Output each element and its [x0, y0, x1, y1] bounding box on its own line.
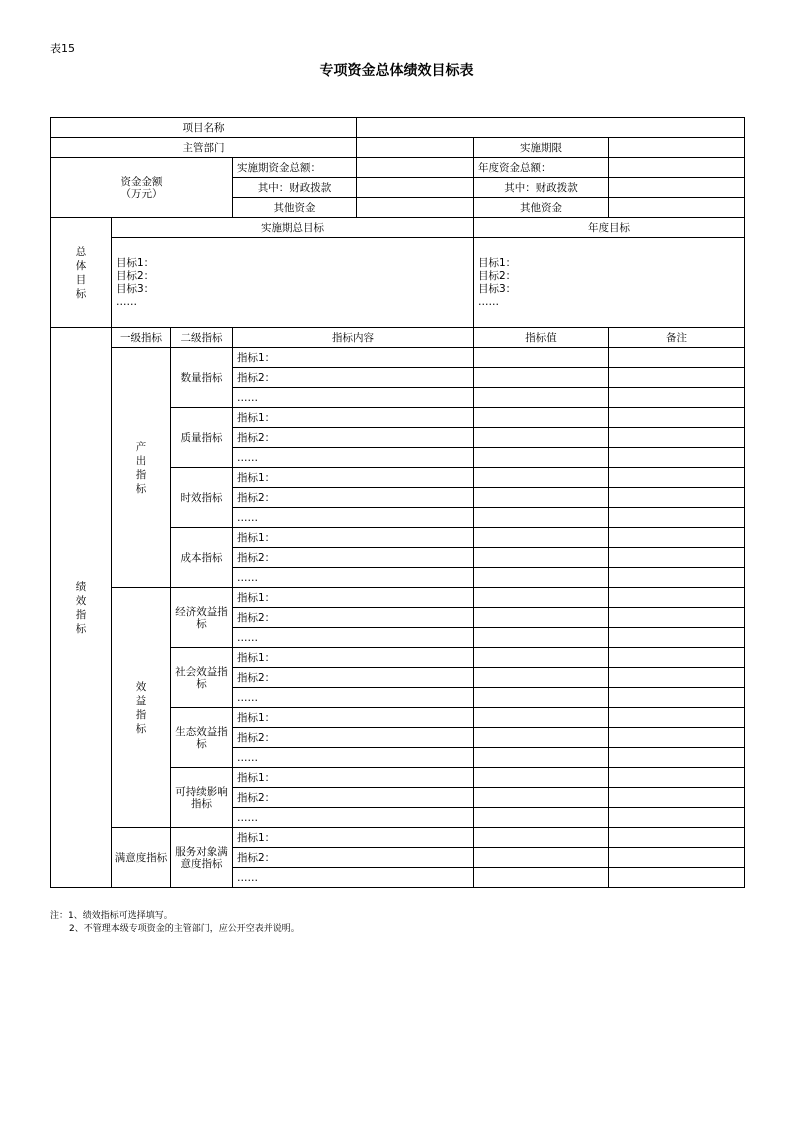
col-content: 指标内容: [233, 328, 474, 348]
indicator-item[interactable]: 指标2：: [233, 368, 474, 388]
table-number: 表15: [50, 42, 75, 55]
other-label-year: 其他资金: [474, 198, 609, 218]
year-goal-title: 年度目标: [474, 218, 745, 238]
funds-label: 资金金额 （万元）: [51, 158, 233, 218]
project-name-label: 项目名称: [51, 118, 357, 138]
note-cell[interactable]: [609, 748, 745, 768]
perf-indicator-label: 绩效指标: [51, 328, 112, 888]
indicator-item[interactable]: ……: [233, 868, 474, 888]
quality-indicator: 质量指标: [171, 408, 233, 468]
col-value: 指标值: [474, 328, 609, 348]
value-cell[interactable]: [474, 848, 609, 868]
overall-goal-label: 总体目标: [51, 218, 112, 328]
satisfaction-indicator: 满意度指标: [112, 828, 171, 888]
note-cell[interactable]: [609, 368, 745, 388]
project-name-value[interactable]: [357, 118, 745, 138]
note-cell[interactable]: [609, 628, 745, 648]
cost-indicator: 成本指标: [171, 528, 233, 588]
fiscal-label-period: 其中：财政拨款: [233, 178, 357, 198]
total-year-value[interactable]: [609, 158, 745, 178]
indicator-item[interactable]: 指标2：: [233, 668, 474, 688]
indicator-item[interactable]: ……: [233, 568, 474, 588]
service-satisfaction-indicator: 服务对象满意度指标: [171, 828, 233, 888]
value-cell[interactable]: [474, 688, 609, 708]
value-cell[interactable]: [474, 508, 609, 528]
indicator-item[interactable]: 指标1：: [233, 828, 474, 848]
footnotes: [50, 910, 300, 936]
indicator-item[interactable]: 指标1：: [233, 468, 474, 488]
note-1: 注：1、绩效指标可选择填写。: [50, 911, 173, 921]
value-cell[interactable]: [474, 728, 609, 748]
note-cell[interactable]: [609, 348, 745, 368]
note-cell[interactable]: [609, 788, 745, 808]
note-cell[interactable]: [609, 608, 745, 628]
note-cell[interactable]: [609, 408, 745, 428]
value-cell[interactable]: [474, 768, 609, 788]
indicator-item[interactable]: ……: [233, 748, 474, 768]
indicator-item[interactable]: 指标2：: [233, 608, 474, 628]
value-cell[interactable]: [474, 788, 609, 808]
other-value-year[interactable]: [609, 198, 745, 218]
indicator-item[interactable]: ……: [233, 688, 474, 708]
indicator-item[interactable]: 指标2：: [233, 848, 474, 868]
note-cell[interactable]: [609, 508, 745, 528]
indicator-item[interactable]: ……: [233, 628, 474, 648]
output-indicator: 产出指标: [112, 348, 171, 588]
col-note: 备注: [609, 328, 745, 348]
fiscal-label-year: 其中：财政拨款: [474, 178, 609, 198]
note-cell[interactable]: [609, 728, 745, 748]
value-cell[interactable]: [474, 828, 609, 848]
total-year-label: 年度资金总额：: [474, 158, 609, 178]
value-cell[interactable]: [474, 668, 609, 688]
total-period-value[interactable]: [357, 158, 474, 178]
ecological-benefit-indicator: 生态效益指标: [171, 708, 233, 768]
note-cell[interactable]: [609, 648, 745, 668]
value-cell[interactable]: [474, 748, 609, 768]
indicator-item[interactable]: 指标1：: [233, 768, 474, 788]
other-value-period[interactable]: [357, 198, 474, 218]
dept-value[interactable]: [357, 138, 474, 158]
value-cell[interactable]: [474, 488, 609, 508]
value-cell[interactable]: [474, 468, 609, 488]
note-cell[interactable]: [609, 808, 745, 828]
note-cell[interactable]: [609, 708, 745, 728]
indicator-item[interactable]: 指标1：: [233, 348, 474, 368]
total-period-label: 实施期资金总额：: [233, 158, 357, 178]
note-cell[interactable]: [609, 468, 745, 488]
indicator-item[interactable]: 指标2：: [233, 488, 474, 508]
value-cell[interactable]: [474, 868, 609, 888]
quantity-indicator: 数量指标: [171, 348, 233, 408]
sustainability-indicator: 可持续影响指标: [171, 768, 233, 828]
period-goal-content[interactable]: 目标1： 目标2： 目标3： ……: [112, 238, 474, 328]
note-cell[interactable]: [609, 568, 745, 588]
indicator-item[interactable]: ……: [233, 388, 474, 408]
value-cell[interactable]: [474, 428, 609, 448]
note-cell[interactable]: [609, 588, 745, 608]
other-label-period: 其他资金: [233, 198, 357, 218]
indicator-item[interactable]: 指标1：: [233, 528, 474, 548]
note-cell[interactable]: [609, 528, 745, 548]
performance-target-table: [50, 117, 745, 888]
col-level2: 二级指标: [171, 328, 233, 348]
note-cell[interactable]: [609, 688, 745, 708]
indicator-item[interactable]: 指标1：: [233, 708, 474, 728]
value-cell[interactable]: [474, 528, 609, 548]
value-cell[interactable]: [474, 628, 609, 648]
value-cell[interactable]: [474, 808, 609, 828]
col-level1: 一级指标: [112, 328, 171, 348]
dept-label: 主管部门: [51, 138, 357, 158]
fiscal-value-year[interactable]: [609, 178, 745, 198]
benefit-indicator: 效益指标: [112, 588, 171, 828]
note-cell[interactable]: [609, 668, 745, 688]
period-value[interactable]: [609, 138, 745, 158]
value-cell[interactable]: [474, 388, 609, 408]
value-cell[interactable]: [474, 368, 609, 388]
indicator-item[interactable]: 指标1：: [233, 648, 474, 668]
value-cell[interactable]: [474, 708, 609, 728]
year-goal-content[interactable]: 目标1： 目标2： 目标3： ……: [474, 238, 745, 328]
note-cell[interactable]: [609, 828, 745, 848]
note-cell[interactable]: [609, 488, 745, 508]
indicator-item[interactable]: ……: [233, 448, 474, 468]
note-cell[interactable]: [609, 768, 745, 788]
economic-benefit-indicator: 经济效益指标: [171, 588, 233, 648]
indicator-item[interactable]: ……: [233, 508, 474, 528]
period-label: 实施期限: [474, 138, 609, 158]
value-cell[interactable]: [474, 348, 609, 368]
indicator-item[interactable]: 指标1：: [233, 588, 474, 608]
indicator-item[interactable]: 指标2：: [233, 788, 474, 808]
note-cell[interactable]: [609, 848, 745, 868]
value-cell[interactable]: [474, 588, 609, 608]
value-cell[interactable]: [474, 648, 609, 668]
value-cell[interactable]: [474, 548, 609, 568]
note-cell[interactable]: [609, 388, 745, 408]
value-cell[interactable]: [474, 608, 609, 628]
indicator-item[interactable]: ……: [233, 808, 474, 828]
page-title: 专项资金总体绩效目标表: [319, 63, 474, 79]
period-goal-title: 实施期总目标: [112, 218, 474, 238]
timeliness-indicator: 时效指标: [171, 468, 233, 528]
indicator-item[interactable]: 指标2：: [233, 548, 474, 568]
note-cell[interactable]: [609, 428, 745, 448]
value-cell[interactable]: [474, 408, 609, 428]
social-benefit-indicator: 社会效益指标: [171, 648, 233, 708]
note-cell[interactable]: [609, 548, 745, 568]
indicator-item[interactable]: 指标2：: [233, 728, 474, 748]
note-cell[interactable]: [609, 868, 745, 888]
fiscal-value-period[interactable]: [357, 178, 474, 198]
indicator-item[interactable]: 指标2：: [233, 428, 474, 448]
note-2: 2、不管理本级专项资金的主管部门，应公开空表并说明。: [69, 924, 300, 934]
value-cell[interactable]: [474, 448, 609, 468]
note-cell[interactable]: [609, 448, 745, 468]
indicator-item[interactable]: 指标1：: [233, 408, 474, 428]
value-cell[interactable]: [474, 568, 609, 588]
